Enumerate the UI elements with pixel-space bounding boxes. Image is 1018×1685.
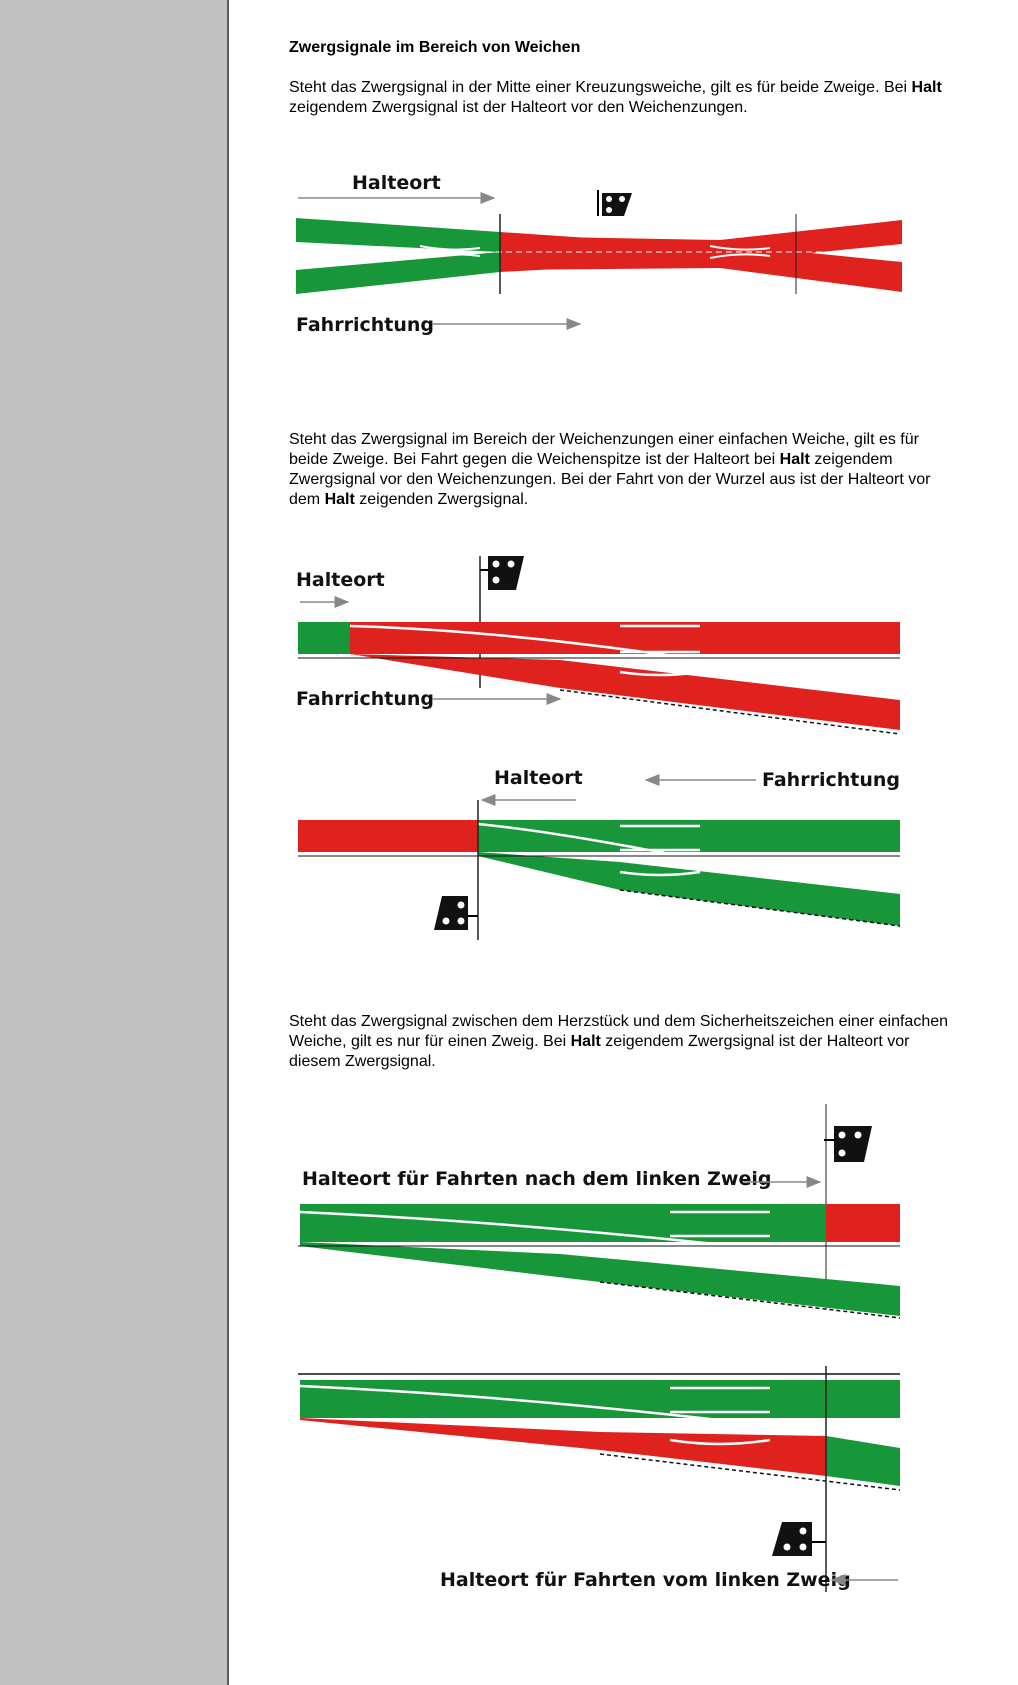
figure-kreuzungsweiche [296, 172, 902, 336]
label-fahrrichtung: Fahrrichtung [296, 688, 434, 710]
bold-halt: Halt [324, 491, 355, 508]
page-title: Zwergsignale im Bereich von Weichen [289, 39, 581, 56]
label-halteort: Halteort [352, 172, 441, 194]
track-red [300, 1418, 826, 1476]
dwarf-signal-icon [434, 896, 478, 930]
dwarf-signal-icon [598, 190, 632, 216]
track-green [300, 1380, 900, 1418]
track-red [826, 1204, 900, 1242]
text: zeigendem Zwergsignal ist der Halteort vor den Weichenzungen. [289, 99, 748, 116]
track-green [296, 218, 500, 252]
text: Steht das Zwergsignal im Bereich der Weichenzungen einer einfachen Weiche, gilt es für beide Zweige. Bei Fahrt gegen die Weichenspitze ist der Halteort bei [289, 431, 919, 468]
figure-einfache-weiche-wurzel [298, 767, 900, 940]
track-red [298, 820, 478, 852]
figure-nach-linkem-zweig [298, 1104, 900, 1318]
text: Steht das Zwergsignal zwischen dem Herzstück und dem Sicherheitszeichen einer einfachen Weiche, gilt es nur für einen Zweig. Bei [289, 1013, 949, 1050]
label-halteort-nach-linkem-zweig: Halteort für Fahrten nach dem linken Zweig [302, 1168, 772, 1190]
text: Steht das Zwergsignal in der Mitte einer Kreuzungsweiche, gilt es für beide Zweige. Bei [289, 79, 912, 96]
label-fahrrichtung: Fahrrichtung [762, 769, 900, 791]
track-green [296, 252, 500, 294]
text: zeigendem Zwergsignal ist der Halteort vor diesem Zwergsignal. [289, 1033, 910, 1070]
dwarf-signal-icon [824, 1126, 872, 1162]
figure-vom-linken-zweig [298, 1366, 900, 1592]
text: zeigenden Zwergsignal. [354, 491, 529, 508]
label-halteort: Halteort [296, 569, 385, 591]
bold-halt: Halt [570, 1033, 601, 1050]
text: zeigendem Zwergsignal vor den Weichenzungen. Bei der Fahrt von der Wurzel aus ist der Halteort vor dem [289, 451, 931, 508]
dwarf-signal-icon [772, 1522, 826, 1556]
label-halteort: Halteort [494, 767, 583, 789]
figure-einfache-weiche-spitze [296, 556, 900, 734]
bold-halt: Halt [779, 451, 810, 468]
bold-halt: Halt [911, 79, 942, 96]
label-halteort-vom-linken-zweig: Halteort für Fahrten vom linken Zweig [440, 1569, 851, 1591]
label-fahrrichtung: Fahrrichtung [296, 314, 434, 336]
